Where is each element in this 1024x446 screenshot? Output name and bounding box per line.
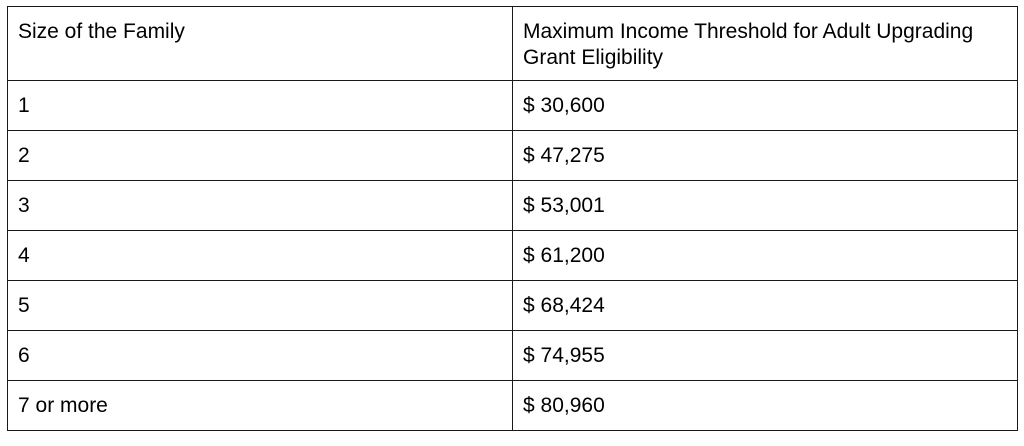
income-threshold-table — [7, 6, 1018, 431]
table-row — [8, 181, 1018, 231]
income-threshold-cell: $ 80,960 — [513, 381, 1018, 431]
income-threshold-cell: $ 47,275 — [513, 131, 1018, 181]
income-threshold-cell: $ 53,001 — [513, 181, 1018, 231]
table-row — [8, 331, 1018, 381]
table-row — [8, 131, 1018, 181]
table-row — [8, 81, 1018, 131]
header-family-size: Size of the Family — [8, 7, 513, 81]
family-size-cell: 7 or more — [8, 381, 513, 431]
family-size-cell: 6 — [8, 331, 513, 381]
family-size-cell: 1 — [8, 81, 513, 131]
family-size-cell: 4 — [8, 231, 513, 281]
table-row — [8, 231, 1018, 281]
table-header-row — [8, 7, 1018, 81]
income-threshold-cell: $ 74,955 — [513, 331, 1018, 381]
income-threshold-cell: $ 61,200 — [513, 231, 1018, 281]
family-size-cell: 2 — [8, 131, 513, 181]
income-threshold-table-container — [7, 6, 1017, 431]
family-size-cell: 3 — [8, 181, 513, 231]
table-row — [8, 381, 1018, 431]
table-row — [8, 281, 1018, 331]
header-income-threshold: Maximum Income Threshold for Adult Upgrading Grant Eligibility — [513, 7, 1018, 81]
income-threshold-cell: $ 30,600 — [513, 81, 1018, 131]
family-size-cell: 5 — [8, 281, 513, 331]
income-threshold-cell: $ 68,424 — [513, 281, 1018, 331]
